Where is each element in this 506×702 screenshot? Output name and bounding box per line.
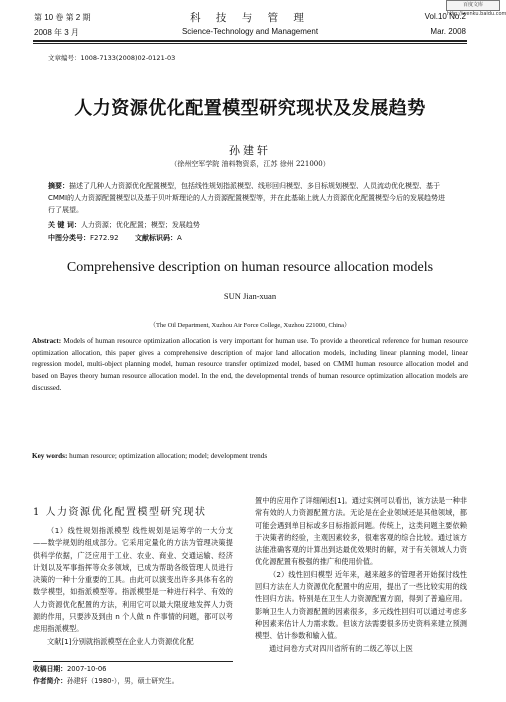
paragraph: 置中的应用作了详细阐述[1]。通过实例可以看出，该方法是一种非常有效的人力资源配置方法。无论是在企业领域还是其他领域，都可能会遇到单目标或多目标指派问题。传统上，这类问题主要依赖于决策者的经验，主观因素较多，很难客观的综合比较。通过该方法能准确客观的计算出到达最优效果时的解，对于有关领域人力资优化源配置有极强的推广和使用价值。	[255, 496, 467, 567]
paragraph: （1）线性规划指派模型 线性规划是运筹学的一大分支——数学规划的组成部分。它采用定量化的方法为管理决策提供科学依据，广泛应用于工业、农业、商业、交通运输、经济计划以及军事指挥等众多领域，已成为帮助各级管理人员进行决策的一种十分重要的工具。由此可以演变出许多具体有名的数学模型，如指派模型等。指派模型是一种进行科学、有效的人力资源优化配置的方法，利用它可以最大限度地发挥人力资源的作用，只要涉及到由 n 个人做 n 件事情的问题，都可以考虑用指派模型。	[33, 526, 233, 634]
abstract-cn-label: 摘要：	[48, 182, 69, 190]
header-rule-thin	[33, 43, 467, 44]
author-bio: 孙建轩（1980-），男，硕士研究生。	[66, 677, 179, 685]
keywords-en-label: Key words:	[32, 452, 68, 460]
volume-cn: 第 10 卷 第 2 期	[34, 13, 91, 22]
abstract-cn-text: 描述了几种人力资源优化配置模型，包括线性规划指派模型、线形回归模型、多目标规划模型、人员流动优化模型、基于CMMI的人力资源配置模型以及基于贝叶斯理论的人力资源配置模型等，并在此基础上就人力资源优化配置模型今后的发展趋势进行了展望。	[48, 182, 446, 214]
affiliation-cn: （徐州空军学院 油料物资系，江苏 徐州 221000）	[170, 160, 330, 168]
date-en: Mar. 2008	[430, 27, 466, 36]
classification-cn	[48, 232, 452, 244]
paragraph: （2）线性回归模型 近年来，越来越多的管理者开始探讨线性回归方法在人力资源优化配置中的应用，提出了一些比较实用的线性回归方法。特别是在卫生人力资源配置方面，得到了普遍应用。影响卫生人力资源配置的因素很多，多元线性回归可以通过考虑多种因素来估计人力需求数。但该方法需要很多历史资料来建立预测模型、估计参数和输入值。	[255, 569, 467, 641]
left-column	[33, 525, 233, 648]
affiliation-en: （The Oil Department, Xuzhou Air Force College, Xuzhou 221000, China）	[149, 322, 351, 329]
journal-title-cn: 科 技 与 管 理	[190, 12, 310, 24]
header-rule	[33, 40, 467, 42]
title-cn: 人力资源优化配置模型研究现状及发展趋势	[74, 98, 426, 119]
abstract-en-label: Abstract:	[32, 337, 62, 345]
keywords-cn-text: 人力资源；优化配置；模型；发展趋势	[80, 221, 200, 229]
date-cn: 2008 年 3 月	[34, 28, 79, 37]
journal-title-en: Science-Technology and Management	[181, 27, 319, 36]
abstract-en	[32, 336, 468, 395]
title-en: Comprehensive description on human resource allocation models	[66, 260, 434, 275]
keywords-cn-label: 关 键 词：	[48, 221, 81, 229]
article-number: 文章编号：1008-7133(2008)02-0121-03	[48, 54, 176, 62]
abstract-en-text: Models of human resource optimization allocation is very important for human use. To provide a theoretical reference for human resource optimization allocation, this paper gives a comprehensive description of major land allocation models, including linear planning model, linear regression model, multi-object planning model, human resource transfer optimized model, based on CMMI human resource allocation model and based on Bayes theory human resource allocation model. In the end, the developmental trends of human resource optimization allocation models are discussed.	[32, 337, 468, 392]
watermark: 百度文库 http://wenku.baidu.com	[447, 2, 506, 17]
right-column	[255, 495, 467, 655]
author-cn: 孙建轩	[229, 144, 271, 157]
received-date: 2007-10-06	[66, 665, 107, 673]
author-bio-label: 作者简介：	[33, 677, 67, 685]
paragraph: 通过问卷方式对四川省所有的二级乙等以上医	[269, 643, 413, 653]
volume-en: Vol.10 No.2	[424, 12, 466, 21]
footnote	[33, 663, 243, 687]
abstract-cn	[48, 180, 452, 216]
doc-code-label: 文献标识码：	[135, 234, 177, 242]
class-label: 中图分类号：	[48, 234, 90, 242]
received-label: 收稿日期：	[33, 665, 67, 673]
author-en: SUN Jian-xuan	[223, 291, 277, 301]
keywords-cn	[48, 219, 452, 231]
keywords-en	[32, 452, 468, 460]
section-1-title: 1 人力资源优化配置模型研究现状	[33, 507, 207, 518]
footnote-rule	[33, 661, 233, 662]
keywords-en-text: human resource; optimization allocation; model; development trends	[69, 452, 268, 460]
doc-code-value: A	[177, 234, 182, 242]
paragraph: 文献[1]分别就指派模型在企业人力资源优化配	[47, 636, 194, 646]
class-value: F272.92	[90, 234, 119, 242]
